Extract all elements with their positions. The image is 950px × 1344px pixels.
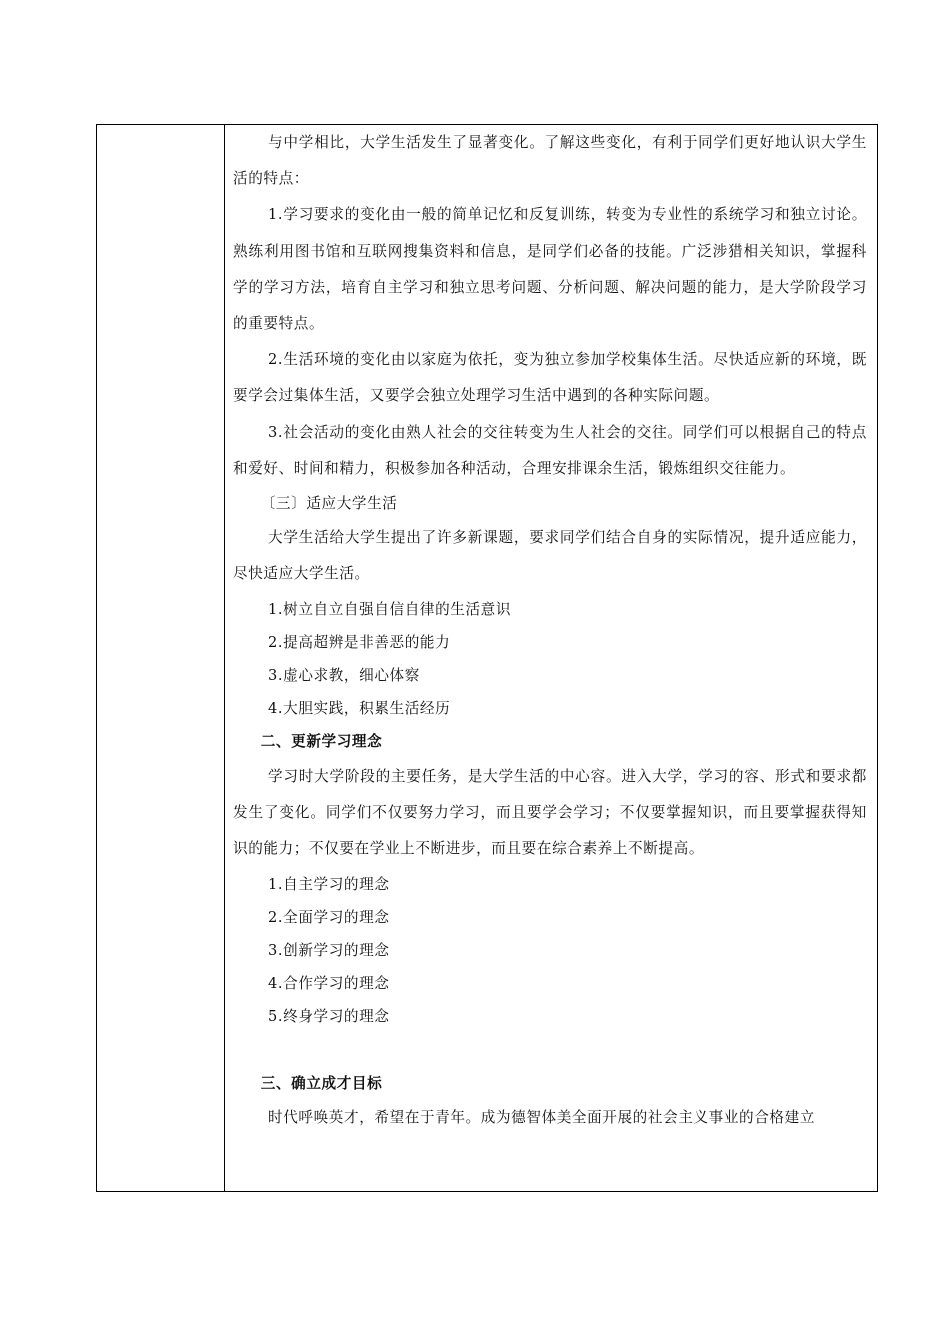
change-paragraph-1: 1.学习要求的变化由一般的简单记忆和反复训练，转变为专业性的系统学习和独立讨论。熟练利用图书馆和互联网搜集资料和信息，是同学们必备的技能。广泛涉猎相关知识，掌握科学的学习方法，培育自主学习和独立思考问题、分析问题、解决问题的能力，是大学阶段学习的重要特点。 (233, 206, 867, 333)
section-3-item-2: 2.提高超辨是非善恶的能力 (268, 633, 451, 651)
heading-2-item-1: 1.自主学习的理念 (268, 875, 390, 893)
heading-2-item-5: 5.终身学习的理念 (268, 1008, 390, 1026)
section-3-item-4: 4.大胆实践，积累生活经历 (268, 700, 451, 718)
document-table (96, 124, 878, 1192)
heading-3: 三、确立成才目标 (260, 1074, 383, 1092)
blank-line (233, 1034, 867, 1067)
heading-3-paragraph: 时代呼唤英才，希望在于青年。成为德智体美全面开展的社会主义事业的合格建立 (268, 1109, 816, 1127)
section-3-item-1: 1.树立自立自强自信自律的生活意识 (268, 600, 512, 618)
section-3-item-3: 3.虚心求教，细心体察 (268, 667, 420, 685)
intro-paragraph: 与中学相比，大学生活发生了显著变化。了解这些变化，有利于同学们更好地认识大学生活的特点： (233, 134, 867, 188)
table-left-column (97, 125, 225, 1191)
heading-2-item-2: 2.全面学习的理念 (268, 908, 390, 926)
section-3-paragraph: 大学生活给大学生提出了许多新课题，要求同学们结合自身的实际情况，提升适应能力，尽快适应大学生活。 (233, 529, 867, 583)
heading-2-item-3: 3.创新学习的理念 (268, 942, 390, 960)
heading-2-paragraph: 学习时大学阶段的主要任务，是大学生活的中心容。进入大学，学习的容、形式和要求都发生了变化。同学们不仅要努力学习，而且要学会学习；不仅要掌握知识，而且要掌握获得知识的能力；不仅要在学业上不断进步，而且要在综合素养上不断提高。 (233, 768, 867, 858)
table-content-cell (233, 125, 867, 1191)
heading-2-item-4: 4.合作学习的理念 (268, 975, 390, 993)
heading-2: 二、更新学习理念 (260, 733, 383, 751)
change-paragraph-3: 3.社会活动的变化由熟人社会的交往转变为生人社会的交往。同学们可以根据自己的特点和爱好、时间和精力，积极参加各种活动，合理安排课余生活，锻炼组织交往能力。 (233, 423, 867, 477)
change-paragraph-2: 2.生活环境的变化由以家庭为依托，变为独立参加学校集体生活。尽快适应新的环境，既要学会过集体生活，又要学会独立处理学习生活中遇到的各种实际问题。 (233, 351, 867, 405)
section-3-title: 〔三〕适应大学生活 (260, 495, 398, 513)
